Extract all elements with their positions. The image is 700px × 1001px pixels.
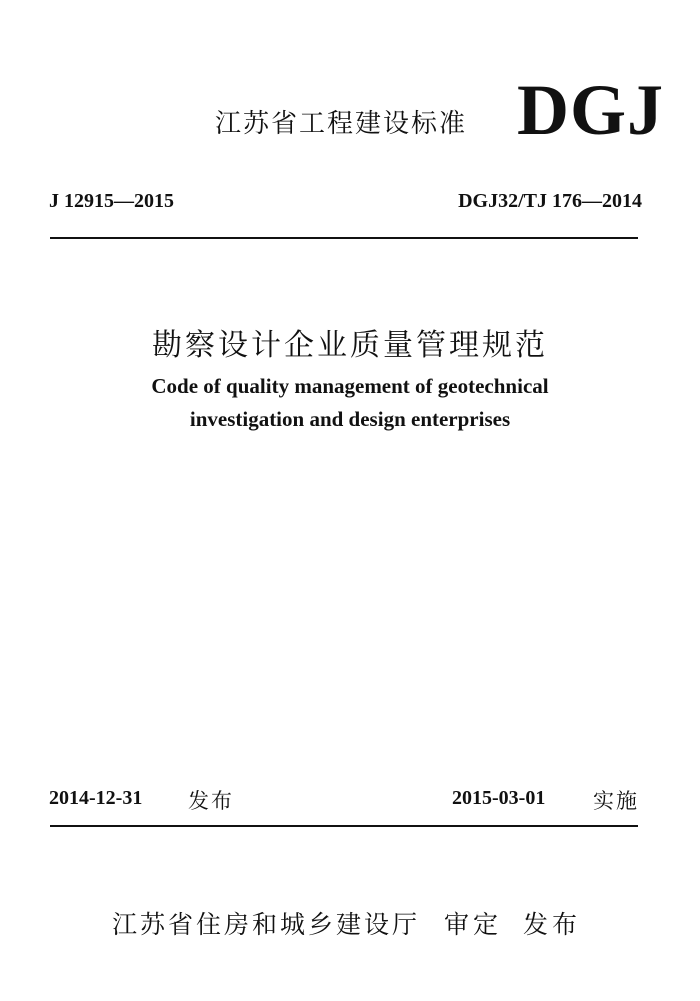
bottom-divider [50, 825, 638, 827]
publish-label: 发布 [523, 910, 582, 939]
dgj-logo: DGJ [517, 70, 664, 150]
issue-label: 发布 [188, 789, 234, 813]
title-english-line1: Code of quality management of geotechnical [151, 374, 549, 398]
title-english [0, 370, 700, 436]
standard-number: DGJ32/TJ 176—2014 [458, 190, 642, 212]
implementation-date: 2015-03-01 [452, 787, 546, 809]
implementation-label: 实施 [593, 789, 639, 813]
top-divider [50, 237, 638, 239]
approve-label: 审定 [444, 910, 503, 939]
title-chinese: 勘察设计企业质量管理规范 [152, 328, 548, 363]
title-english-line2: investigation and design enterprises [189, 407, 511, 431]
issue-date: 2014-12-31 [49, 787, 143, 809]
standard-category-label: 江苏省工程建设标准 [215, 109, 468, 139]
record-number: J 12915—2015 [49, 190, 174, 212]
publisher-name: 江苏省住房和城乡建设厅 [112, 910, 421, 939]
